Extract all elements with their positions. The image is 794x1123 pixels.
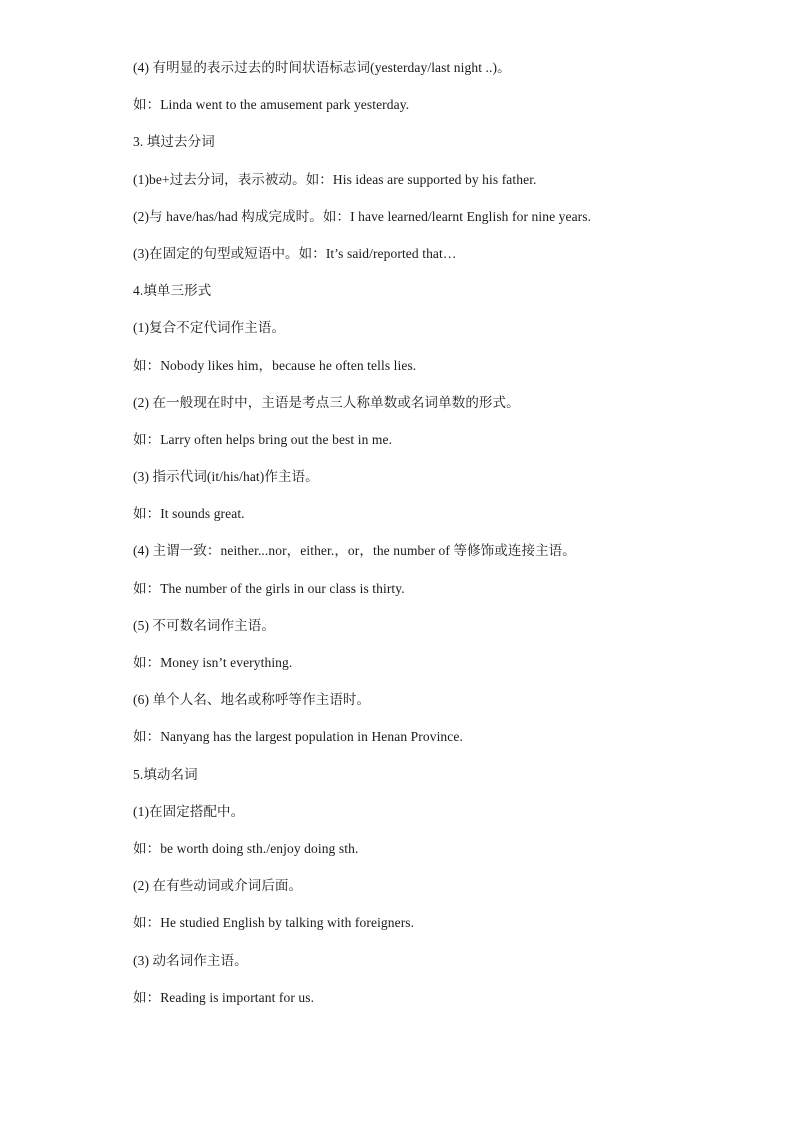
example-sentence: 如：Larry often helps bring out the best in me. xyxy=(133,431,393,447)
example-sentence: 如：be worth doing sth./enjoy doing sth. xyxy=(133,840,359,856)
example-sentence: 如：The number of the girls in our class is thirty. xyxy=(133,580,405,596)
section-heading: 5.填动名词 xyxy=(133,766,198,782)
example-sentence: 如：It sounds great. xyxy=(133,506,245,522)
rule-item: (2) 在一般现在时中，主语是考点三人称单数或名词单数的形式。 xyxy=(133,394,520,410)
rule-item: (3) 动名词作主语。 xyxy=(133,952,248,968)
rule-item: (1)复合不定代词作主语。 xyxy=(133,320,286,336)
rule-item: (1)be+过去分词，表示被动。如：His ideas are supported by his father. xyxy=(133,171,537,187)
document-body xyxy=(133,59,733,1026)
rule-item: (3) 指示代词(it/his/hat)作主语。 xyxy=(133,469,319,485)
example-sentence: 如：Linda went to the amusement park yesterday. xyxy=(133,97,410,113)
rule-item: (2) 在有些动词或介词后面。 xyxy=(133,878,303,894)
example-sentence: 如：Money isn’t everything. xyxy=(133,655,293,670)
example-sentence: 如：Nobody likes him，because he often tells lies. xyxy=(133,357,417,373)
section-heading: 3. 填过去分词 xyxy=(133,134,215,150)
rule-item: (4) 主谓一致：neither...nor，either.，or，the number of 等修饰或连接主语。 xyxy=(133,543,576,559)
rule-item: (5) 不可数名词作主语。 xyxy=(133,617,275,633)
example-sentence: 如：Reading is important for us. xyxy=(133,989,315,1005)
rule-item: (1)在固定搭配中。 xyxy=(133,803,245,819)
rule-item: (6) 单个人名、地名或称呼等作主语时。 xyxy=(133,692,371,708)
rule-item: (3)在固定的句型或短语中。如：It’s said/reported that… xyxy=(133,245,457,261)
rule-item: (4) 有明显的表示过去的时间状语标志词(yesterday/last night ..)。 xyxy=(133,60,511,75)
example-sentence: 如：He studied English by talking with foreigners. xyxy=(133,915,415,931)
example-sentence: 如：Nanyang has the largest population in Henan Province. xyxy=(133,729,463,745)
section-heading: 4.填单三形式 xyxy=(133,283,212,299)
rule-item: (2)与 have/has/had 构成完成时。如：I have learned/learnt English for nine years. xyxy=(133,208,592,224)
